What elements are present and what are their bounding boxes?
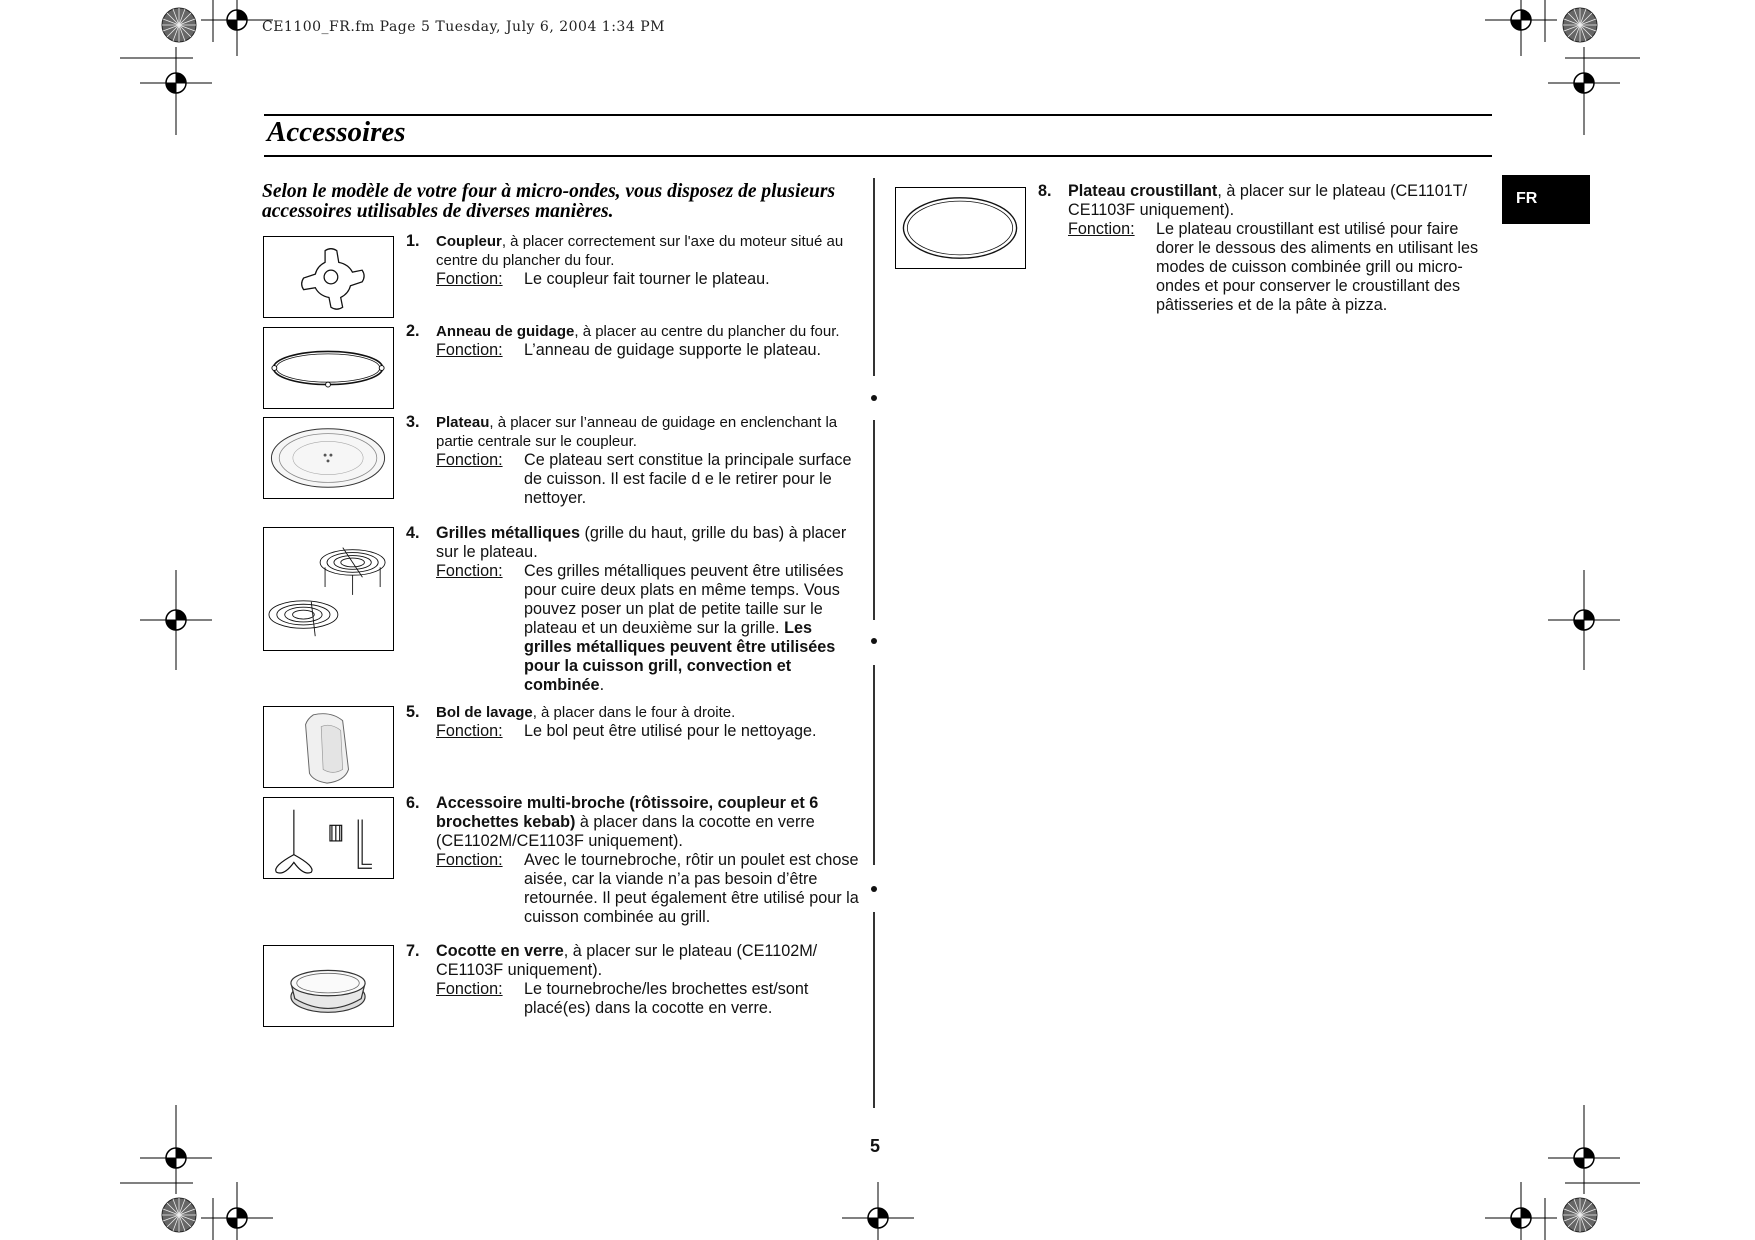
function-label: Fonction: <box>436 562 503 580</box>
accessory-item <box>1038 182 1493 315</box>
intro-text: Selon le modèle de votre four à micro-ondes, vous disposez de plusieurs accessoires utilisables de diverses manières. <box>262 181 836 222</box>
item-number: 8. <box>1038 182 1052 200</box>
page-number: 5 <box>870 1136 881 1156</box>
function-text: Ce plateau sert constitue la principale surface de cuisson. Il est facile d e le retirer pour le nettoyer. <box>524 451 852 507</box>
glass-dish-illustration <box>263 945 394 1027</box>
title-rule-top <box>264 114 1492 116</box>
item-number: 1. <box>406 232 420 250</box>
crusty-plate-illustration <box>895 187 1026 269</box>
item-number: 6. <box>406 794 420 812</box>
page-title: Accessoires <box>267 116 406 148</box>
cleaning-bowl-illustration <box>263 706 394 788</box>
function-text-end: . <box>599 676 605 694</box>
accessory-item <box>406 524 862 695</box>
item-name: Anneau de guidage <box>436 323 575 340</box>
item-description: , à placer au centre du plancher du four. <box>574 323 840 340</box>
item-number: 3. <box>406 413 420 431</box>
item-number: 5. <box>406 703 420 721</box>
item-name: Accessoire multi-broche (rôtissoire, coupleur et 6 brochettes kebab) <box>436 794 819 831</box>
print-header: CE1100_FR.fm Page 5 Tuesday, July 6, 2004 1:34 PM <box>262 19 665 35</box>
function-text: Le bol peut être utilisé pour le nettoyage. <box>524 722 817 740</box>
item-name: Plateau croustillant <box>1068 182 1218 200</box>
function-label: Fonction: <box>436 341 503 359</box>
divider-dot <box>871 886 877 892</box>
item-name: Cocotte en verre <box>436 942 564 960</box>
item-description: , à placer sur l’anneau de guidage en enclenchant la partie centrale sur le coupleur. <box>436 414 838 450</box>
coupler-illustration <box>263 236 394 318</box>
item-number: 7. <box>406 942 420 960</box>
accessory-item <box>406 322 862 360</box>
title-rule-bottom <box>264 155 1492 157</box>
item-description: , à placer sur le plateau (CE1101T/ CE1103F uniquement). <box>1068 182 1468 219</box>
column-divider <box>873 178 875 376</box>
item-description: , à placer dans le four à droite. <box>532 704 736 721</box>
function-text: Avec le tournebroche, rôtir un poulet est chose aisée, car la viande n’a pas besoin d’être retournée. Il peut également être utilisé pour la cuisson combinée au grill. <box>524 851 859 926</box>
function-text: Ces grilles métalliques peuvent être utilisées pour cuire deux plats en même temps. Vous pouvez poser un plat de petite taille sur le plateau et un deuxième sur la grille. <box>524 562 844 637</box>
turntable-illustration <box>263 417 394 499</box>
function-label: Fonction: <box>1068 220 1135 238</box>
function-label: Fonction: <box>436 451 503 469</box>
wire-racks-illustration <box>263 527 394 651</box>
item-name: Grilles métalliques <box>436 524 580 542</box>
function-label: Fonction: <box>436 722 503 740</box>
language-tab: FR <box>1502 175 1590 224</box>
item-name: Plateau <box>436 414 490 431</box>
rotisserie-illustration <box>263 797 394 879</box>
item-description: , à placer correctement sur l'axe du moteur situé au centre du plancher du four. <box>436 233 844 269</box>
accessory-item <box>406 232 862 289</box>
item-description: à placer dans la cocotte en verre (CE1102M/CE1103F uniquement). <box>436 813 815 850</box>
function-text: Le tournebroche/les brochettes est/sont placé(es) dans la cocotte en verre. <box>524 980 809 1017</box>
function-label: Fonction: <box>436 270 503 288</box>
column-divider <box>873 665 875 865</box>
function-text: L’anneau de guidage supporte le plateau. <box>524 341 822 359</box>
item-number: 4. <box>406 524 420 542</box>
divider-dot <box>871 638 877 644</box>
column-divider <box>873 912 875 1108</box>
accessory-item <box>406 942 862 1018</box>
function-text: Le coupleur fait tourner le plateau. <box>524 270 770 288</box>
item-description: (grille du haut, grille du bas) à placer sur le plateau. <box>436 524 847 561</box>
function-label: Fonction: <box>436 980 503 998</box>
function-text: Le plateau croustillant est utilisé pour faire dorer le dessous des aliments en utilisant les modes de cuisson combinée grill ou micro-ondes et pour conserver le croustillant des pâtisseries et de la pâte à pizza. <box>1156 220 1479 314</box>
function-text-bold: Les grilles métalliques peuvent être utilisées pour la cuisson grill, convection et combinée <box>524 619 836 694</box>
accessory-item <box>406 413 862 508</box>
item-description: , à placer sur le plateau (CE1102M/ CE1103F uniquement). <box>436 942 818 979</box>
function-label: Fonction: <box>436 851 503 869</box>
item-number: 2. <box>406 322 420 340</box>
accessory-item <box>406 703 862 741</box>
column-divider <box>873 420 875 620</box>
accessory-item <box>406 794 862 927</box>
item-name: Bol de lavage <box>436 704 533 721</box>
divider-dot <box>871 395 877 401</box>
roller-ring-illustration <box>263 327 394 409</box>
item-name: Coupleur <box>436 233 502 250</box>
